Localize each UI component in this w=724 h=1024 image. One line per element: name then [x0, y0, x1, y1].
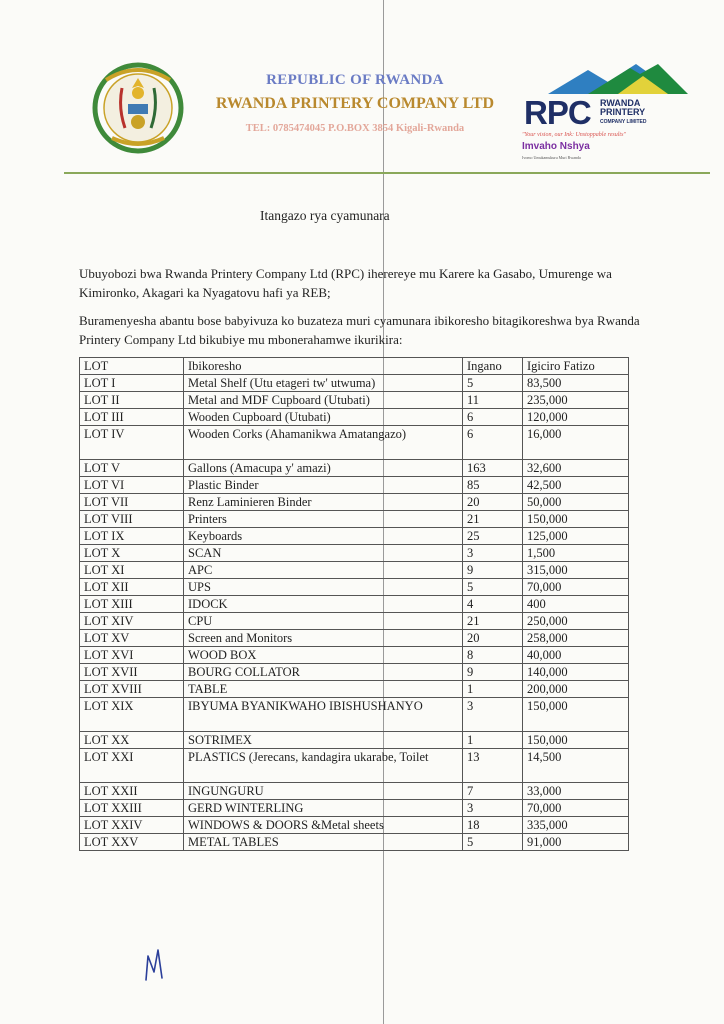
letterhead-country: REPUBLIC OF RWANDA [266, 72, 444, 88]
quantity-cell: 8 [463, 647, 523, 664]
quantity-cell: 1 [463, 732, 523, 749]
item-cell: Keyboards [184, 528, 463, 545]
quantity-cell: 4 [463, 596, 523, 613]
item-cell: Metal Shelf (Utu etageri tw' utwuma) [184, 375, 463, 392]
item-cell: WINDOWS & DOORS &Metal sheets [184, 817, 463, 834]
table-row [80, 562, 629, 579]
item-cell: Renz Laminieren Binder [184, 494, 463, 511]
table-row [80, 596, 629, 613]
price-cell: 335,000 [523, 817, 629, 834]
quantity-cell: 20 [463, 494, 523, 511]
quantity-cell: 7 [463, 783, 523, 800]
price-cell: 400 [523, 596, 629, 613]
table-row [80, 732, 629, 749]
table-row [80, 392, 629, 409]
lot-cell: LOT I [80, 375, 184, 392]
table-row [80, 409, 629, 426]
lot-cell: LOT XVII [80, 664, 184, 681]
table-row [80, 613, 629, 630]
table-row [80, 511, 629, 528]
price-cell: 91,000 [523, 834, 629, 851]
quantity-cell: 13 [463, 749, 523, 783]
table-row [80, 477, 629, 494]
price-cell: 150,000 [523, 698, 629, 732]
quantity-cell: 85 [463, 477, 523, 494]
lot-cell: LOT VII [80, 494, 184, 511]
lot-cell: LOT IX [80, 528, 184, 545]
item-cell: Wooden Corks (Ahamanikwa Amatangazo) [184, 426, 463, 460]
table-row [80, 834, 629, 851]
table-row [80, 817, 629, 834]
rpc-logo-printery: PRINTERY [600, 107, 646, 117]
lot-cell: LOT VIII [80, 511, 184, 528]
item-cell: METAL TABLES [184, 834, 463, 851]
lot-cell: LOT XV [80, 630, 184, 647]
item-cell: TABLE [184, 681, 463, 698]
table-row [80, 528, 629, 545]
quantity-cell: 163 [463, 460, 523, 477]
price-cell: 42,500 [523, 477, 629, 494]
item-cell: GERD WINTERLING [184, 800, 463, 817]
quantity-cell: 25 [463, 528, 523, 545]
item-cell: SOTRIMEX [184, 732, 463, 749]
price-cell: 150,000 [523, 732, 629, 749]
quantity-cell: 5 [463, 375, 523, 392]
table-row [80, 545, 629, 562]
rpc-slogan: "Your vision, our Ink: Unstoppable results" [522, 132, 626, 138]
item-cell: BOURG COLLATOR [184, 664, 463, 681]
lot-cell: LOT XI [80, 562, 184, 579]
price-cell: 14,500 [523, 749, 629, 783]
header-item: Ibikoresho [184, 358, 463, 375]
quantity-cell: 20 [463, 630, 523, 647]
item-cell: Metal and MDF Cupboard (Utubati) [184, 392, 463, 409]
price-cell: 150,000 [523, 511, 629, 528]
letterhead [190, 72, 520, 134]
lot-cell: LOT XIII [80, 596, 184, 613]
lot-cell: LOT III [80, 409, 184, 426]
price-cell: 125,000 [523, 528, 629, 545]
mountains-icon [548, 60, 688, 96]
price-cell: 120,000 [523, 409, 629, 426]
item-cell: SCAN [184, 545, 463, 562]
table-row [80, 460, 629, 477]
lot-cell: LOT VI [80, 477, 184, 494]
lot-cell: LOT XVIII [80, 681, 184, 698]
table-row [80, 681, 629, 698]
price-cell: 200,000 [523, 681, 629, 698]
rwanda-coat-of-arms-icon [92, 58, 184, 158]
price-cell: 33,000 [523, 783, 629, 800]
table-row [80, 630, 629, 647]
lot-cell: LOT II [80, 392, 184, 409]
header-lot: LOT [80, 358, 184, 375]
lot-cell: LOT XXII [80, 783, 184, 800]
lot-cell: LOT XX [80, 732, 184, 749]
lot-cell: LOT XIX [80, 698, 184, 732]
rpc-logo-subtext [600, 99, 646, 127]
letterhead-company: RWANDA PRINTERY COMPANY LTD [215, 95, 495, 112]
price-cell: 16,000 [523, 426, 629, 460]
price-cell: 50,000 [523, 494, 629, 511]
price-cell: 258,000 [523, 630, 629, 647]
quantity-cell: 3 [463, 698, 523, 732]
lot-cell: LOT XVI [80, 647, 184, 664]
lot-cell: LOT XII [80, 579, 184, 596]
lot-cell: LOT IV [80, 426, 184, 460]
auction-lots-table [79, 357, 629, 851]
table-row [80, 800, 629, 817]
quantity-cell: 11 [463, 392, 523, 409]
lot-cell: LOT X [80, 545, 184, 562]
quantity-cell: 21 [463, 613, 523, 630]
price-cell: 70,000 [523, 800, 629, 817]
lot-cell: LOT XXIV [80, 817, 184, 834]
quantity-cell: 9 [463, 664, 523, 681]
notice-title: Itangazo rya cyamunara [260, 208, 390, 223]
item-cell: APC [184, 562, 463, 579]
quantity-cell: 6 [463, 409, 523, 426]
table-row [80, 664, 629, 681]
header-starting-price: Igiciro Fatizo [523, 358, 629, 375]
quantity-cell: 9 [463, 562, 523, 579]
handwritten-initial-signature [140, 942, 180, 982]
letterhead-contact: TEL: 0785474045 P.O.BOX 3854 Kigali-Rwanda [245, 123, 465, 134]
price-cell: 235,000 [523, 392, 629, 409]
imvaho-tagline: Ivomo Umukamukuru Muri Rwanda [522, 155, 581, 160]
table-row [80, 494, 629, 511]
item-cell: INGUNGURU [184, 783, 463, 800]
quantity-cell: 3 [463, 800, 523, 817]
quantity-cell: 5 [463, 834, 523, 851]
price-cell: 1,500 [523, 545, 629, 562]
lot-cell: LOT XXIII [80, 800, 184, 817]
item-cell: Gallons (Amacupa y' amazi) [184, 460, 463, 477]
item-cell: UPS [184, 579, 463, 596]
rpc-logo-text: RPC [524, 94, 591, 131]
lot-cell: LOT XXI [80, 749, 184, 783]
table-row [80, 375, 629, 392]
header-divider [64, 172, 710, 174]
lot-cell: LOT XIV [80, 613, 184, 630]
item-cell: PLASTICS (Jerecans, kandagira ukarabe, Toilet [184, 749, 463, 783]
table-row [80, 749, 629, 783]
item-cell: Plastic Binder [184, 477, 463, 494]
table-row [80, 698, 629, 732]
lot-cell: LOT V [80, 460, 184, 477]
quantity-cell: 1 [463, 681, 523, 698]
table-row [80, 579, 629, 596]
item-cell: IBYUMA BYANIKWAHO IBISHUSHANYO [184, 698, 463, 732]
item-cell: Screen and Monitors [184, 630, 463, 647]
header-quantity: Ingano [463, 358, 523, 375]
imvaho-nshya-brand: Imvaho Nshya [522, 141, 590, 152]
price-cell: 140,000 [523, 664, 629, 681]
announcement-paragraph: Buramenyesha abantu bose babyivuza ko buzateza muri cyamunara ibikoresho bitagikoreshwa bya Rwanda Printery Company Ltd bikubiye mu mbonerahamwe ikurikira: [79, 313, 640, 347]
price-cell: 70,000 [523, 579, 629, 596]
table-row [80, 783, 629, 800]
quantity-cell: 21 [463, 511, 523, 528]
quantity-cell: 6 [463, 426, 523, 460]
price-cell: 250,000 [523, 613, 629, 630]
table-row [80, 647, 629, 664]
rpc-logo-company-limited: COMPANY LIMITED [600, 119, 647, 125]
item-cell: CPU [184, 613, 463, 630]
table-header-row [80, 358, 629, 375]
quantity-cell: 3 [463, 545, 523, 562]
price-cell: 40,000 [523, 647, 629, 664]
rpc-logo [518, 60, 693, 175]
rpc-logo-rwanda: RWANDA [600, 98, 641, 108]
item-cell: Printers [184, 511, 463, 528]
price-cell: 83,500 [523, 375, 629, 392]
item-cell: WOOD BOX [184, 647, 463, 664]
table-row [80, 426, 629, 460]
quantity-cell: 5 [463, 579, 523, 596]
item-cell: IDOCK [184, 596, 463, 613]
intro-paragraph: Ubuyobozi bwa Rwanda Printery Company Ltd (RPC) iherereye mu Karere ka Gasabo, Umurenge wa Kimironko, Akagari ka Nyagatovu hafi ya REB; [79, 266, 612, 300]
item-cell: Wooden Cupboard (Utubati) [184, 409, 463, 426]
quantity-cell: 18 [463, 817, 523, 834]
price-cell: 315,000 [523, 562, 629, 579]
lot-cell: LOT XXV [80, 834, 184, 851]
price-cell: 32,600 [523, 460, 629, 477]
